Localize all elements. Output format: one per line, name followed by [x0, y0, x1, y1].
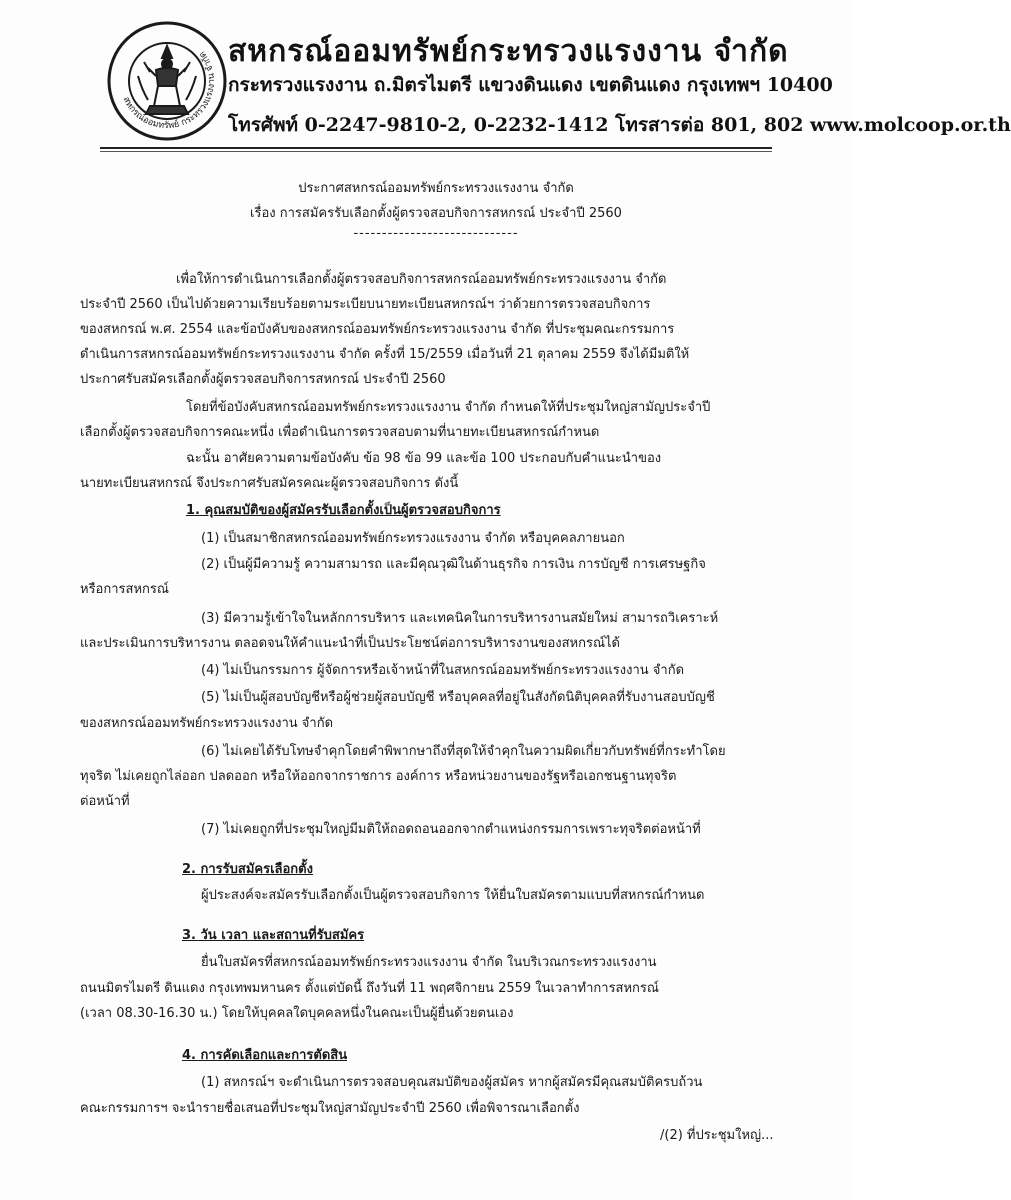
paragraph-line: โดยที่ข้อบังคับสหกรณ์ออมทรัพย์กระทรวงแรงงาน จำกัด กำหนดให้ที่ประชุมใหญ่สามัญประจำปี: [186, 400, 711, 415]
paragraph-line: ประจำปี 2560 เป็นไปด้วยความเรียบร้อยตามระเบียบนายทะเบียนสหกรณ์ฯ ว่าด้วยการตรวจสอบกิจการ: [80, 297, 651, 312]
section-2-heading: 2. การรับสมัครเลือกตั้ง: [182, 862, 313, 877]
paragraph-line: ฉะนั้น อาศัยความตามข้อบังคับ ข้อ 98 ข้อ 99 และข้อ 100 ประกอบกับคำแนะนำของ: [186, 451, 662, 466]
section-4-heading: 4. การคัดเลือกและการตัดสิน: [182, 1048, 348, 1063]
organization-address: กระทรวงแรงงาน ถ.มิตรไมตรี แขวงดินแดง เขตดินแดง กรุงเทพฯ 10400: [228, 74, 833, 96]
section-3-line: (เวลา 08.30-16.30 น.) โดยให้บุคคลใดบุคคลหนึ่งในคณะเป็นผู้ยื่นด้วยตนเอง: [80, 1006, 514, 1021]
section-4-line: คณะกรรมการฯ จะนำรายชื่อเสนอที่ประชุมใหญ่สามัญประจำปี 2560 เพื่อพิจารณาเลือกตั้ง: [80, 1101, 580, 1116]
announcement-title: ประกาศสหกรณ์ออมทรัพย์กระทรวงแรงงาน จำกัด: [298, 181, 574, 196]
announcement-subject: เรื่อง การสมัครรับเลือกตั้งผู้ตรวจสอบกิจการสหกรณ์ ประจำปี 2560: [250, 206, 622, 221]
section-2-text: ผู้ประสงค์จะสมัครรับเลือกตั้งเป็นผู้ตรวจสอบกิจการ ให้ยื่นใบสมัครตามแบบที่สหกรณ์กำหนด: [201, 888, 705, 903]
qualification-item-cont: ทุจริต ไม่เคยถูกไล่ออก ปลดออก หรือให้ออกจากราชการ องค์การ หรือหน่วยงานของรัฐหรือเอกชนฐานทุจริต: [80, 769, 677, 784]
qualification-item: (5) ไม่เป็นผู้สอบบัญชีหรือผู้ช่วยผู้สอบบัญชี หรือบุคคลที่อยู่ในสังกัดนิติบุคคลที่รับงานสอบบัญชี: [201, 690, 715, 705]
paragraph-line: เลือกตั้งผู้ตรวจสอบกิจการคณะหนึ่ง เพื่อดำเนินการตรวจสอบตามที่นายทะเบียนสหกรณ์กำหนด: [80, 425, 600, 440]
organization-name: สหกรณ์ออมทรัพย์กระทรวงแรงงาน จำกัด: [228, 34, 789, 69]
section-3-line: ยื่นใบสมัครที่สหกรณ์ออมทรัพย์กระทรวงแรงงาน จำกัด ในบริเวณกระทรวงแรงงาน: [201, 955, 657, 970]
qualification-item-cont: และประเมินการบริหารงาน ตลอดจนให้คำแนะนำที่เป็นประโยชน์ต่อการบริหารงานของสหกรณ์ได้: [80, 636, 621, 651]
qualification-item-cont: หรือการสหกรณ์: [80, 582, 169, 597]
qualification-item: (1) เป็นสมาชิกสหกรณ์ออมทรัพย์กระทรวงแรงงาน จำกัด หรือบุคคลภายนอก: [201, 531, 625, 546]
svg-text:สหกรณ์ออมทรัพย์ กระทรวงแรงงาน: สหกรณ์ออมทรัพย์ กระทรวงแรงงาน จำกัด: [120, 49, 218, 132]
qualification-item: (6) ไม่เคยได้รับโทษจำคุกโดยคำพิพากษาถึงที่สุดให้จำคุกในความผิดเกี่ยวกับทรัพย์ที่กระทำโดย: [201, 744, 726, 759]
paragraph-line: ดำเนินการสหกรณ์ออมทรัพย์กระทรวงแรงงาน จำกัด ครั้งที่ 15/2559 เมื่อวันที่ 21 ตุลาคม 2559 จึงได้มีมติให้: [80, 347, 690, 362]
continued-marker: /(2) ที่ประชุมใหญ่...: [660, 1128, 774, 1143]
section-1-heading: 1. คุณสมบัติของผู้สมัครรับเลือกตั้งเป็นผู้ตรวจสอบกิจการ: [186, 503, 501, 518]
section-3-heading: 3. วัน เวลา และสถานที่รับสมัคร: [182, 928, 365, 943]
paragraph-line: ประกาศรับสมัครเลือกตั้งผู้ตรวจสอบกิจการสหกรณ์ ประจำปี 2560: [80, 372, 446, 387]
title-divider: -----------------------------: [353, 226, 519, 241]
qualification-item: (3) มีความรู้เข้าใจในหลักการบริหาร และเทคนิคในการบริหารงานสมัยใหม่ สามารถวิเคราะห์: [201, 611, 719, 626]
qualification-item-cont: ของสหกรณ์ออมทรัพย์กระทรวงแรงงาน จำกัด: [80, 716, 334, 731]
paragraph-line: ของสหกรณ์ พ.ศ. 2554 และข้อบังคับของสหกรณ์ออมทรัพย์กระทรวงแรงงาน จำกัด ที่ประชุมคณะกรรมการ: [80, 322, 675, 337]
letterhead-rule-thin: [100, 151, 772, 152]
paragraph-line: เพื่อให้การดำเนินการเลือกตั้งผู้ตรวจสอบกิจการสหกรณ์ออมทรัพย์กระทรวงแรงงาน จำกัด: [176, 272, 667, 287]
section-3-line: ถนนมิตรไมตรี ดินแดง กรุงเทพมหานคร ตั้งแต่บัดนี้ ถึงวันที่ 11 พฤศจิกายน 2559 ในเวลาทำการสหกรณ์: [80, 981, 659, 996]
qualification-item: (7) ไม่เคยถูกที่ประชุมใหญ่มีมติให้ถอดถอนออกจากตำแหน่งกรรมการเพราะทุจริตต่อหน้าที่: [201, 822, 701, 837]
letterhead-rule: [100, 147, 772, 149]
paragraph-line: นายทะเบียนสหกรณ์ จึงประกาศรับสมัครคณะผู้ตรวจสอบกิจการ ดังนี้: [80, 476, 459, 491]
qualification-item-cont: ต่อหน้าที่: [80, 794, 130, 809]
cooperative-seal-logo: [104, 20, 230, 142]
qualification-item: (2) เป็นผู้มีความรู้ ความสามารถ และมีคุณวุฒิในด้านธุรกิจ การเงิน การบัญชี การเศรษฐกิจ: [201, 557, 706, 572]
section-4-line: (1) สหกรณ์ฯ จะดำเนินการตรวจสอบคุณสมบัติของผู้สมัคร หากผู้สมัครมีคุณสมบัติครบถ้วน: [201, 1075, 703, 1090]
organization-contact: โทรศัพท์ 0-2247-9810-2, 0-2232-1412 โทรสารต่อ 801, 802 www.molcoop.or.th: [228, 114, 1011, 136]
qualification-item: (4) ไม่เป็นกรรมการ ผู้จัดการหรือเจ้าหน้าที่ในสหกรณ์ออมทรัพย์กระทรวงแรงงาน จำกัด: [201, 663, 685, 678]
